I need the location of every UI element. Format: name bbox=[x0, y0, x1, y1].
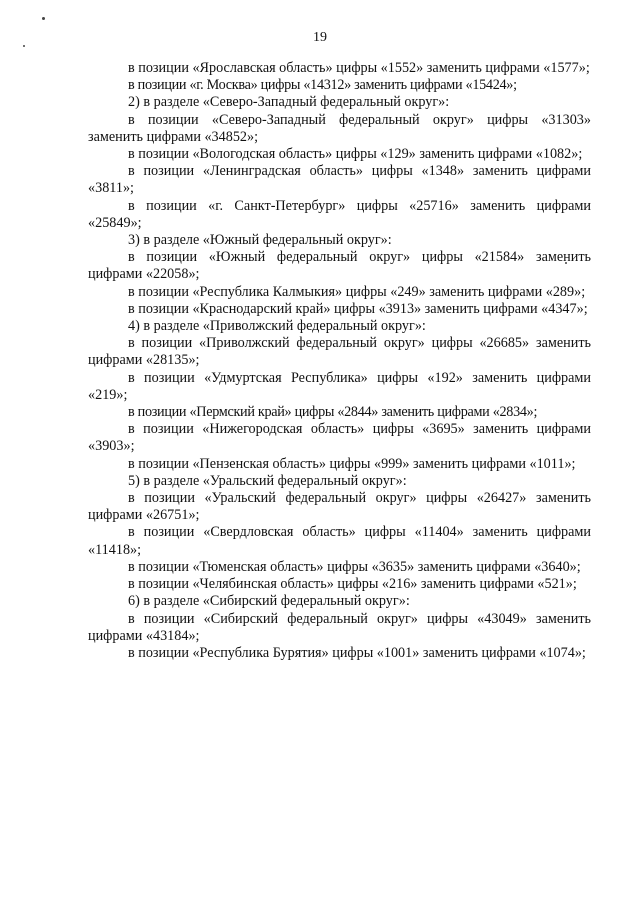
paragraph-leningrad: в позиции «Ленинградская область» цифры «1348» заменить цифрами «3811»; bbox=[88, 163, 591, 197]
paragraph-moscow: в позиции «г. Москва» цифры «14312» заменить цифрами «15424»; bbox=[128, 77, 517, 94]
paragraph-chelyabinsk: в позиции «Челябинская область» цифры «216» заменить цифрами «521»; bbox=[128, 576, 577, 593]
paragraph-penza: в позиции «Пензенская область» цифры «999» заменить цифрами «1011»; bbox=[128, 455, 576, 472]
paragraph-saint-petersburg: в позиции «г. Санкт-Петербург» цифры «25716» заменить цифрами «25849»; bbox=[88, 197, 591, 231]
paragraph-nizhny-novgorod: в позиции «Нижегородская область» цифры «3695» заменить цифрами «3903»; bbox=[88, 421, 591, 455]
paragraph-tyumen: в позиции «Тюменская область» цифры «3635» заменить цифрами «3640»; bbox=[128, 558, 581, 575]
document-body bbox=[88, 60, 591, 662]
paragraph-vologda: в позиции «Вологодская область» цифры «129» заменить цифрами «1082»; bbox=[128, 146, 583, 163]
section-heading-northwest: 2) в разделе «Северо-Западный федеральный округ»: bbox=[128, 94, 450, 111]
scan-speck bbox=[42, 17, 45, 20]
paragraph-sverdlovsk: в позиции «Свердловская область» цифры «11404» заменить цифрами «11418»; bbox=[88, 524, 591, 558]
paragraph-buryatia: в позиции «Республика Бурятия» цифры «1001» заменить цифрами «1074»; bbox=[128, 644, 586, 661]
paragraph-ural-district: в позиции «Уральский федеральный округ» цифры «26427» заменить цифрами «26751»; bbox=[88, 490, 591, 524]
paragraph-south-district: в позиции «Южный федеральный округ» цифры «21584» заменить цифрами «22058»; bbox=[88, 249, 591, 283]
section-heading-volga: 4) в разделе «Приволжский федеральный округ»: bbox=[128, 318, 426, 335]
paragraph-kalmykia: в позиции «Республика Калмыкия» цифры «249» заменить цифрами «289»; bbox=[128, 283, 586, 300]
paragraph-northwest-district: в позиции «Северо-Западный федеральный округ» цифры «31303» заменить цифрами «34852»; bbox=[88, 111, 591, 145]
paragraph-perm: в позиции «Пермский край» цифры «2844» заменить цифрами «2834»; bbox=[128, 404, 538, 421]
paragraph-volga-district: в позиции «Приволжский федеральный округ» цифры «26685» заменить цифрами «28135»; bbox=[88, 335, 591, 369]
paragraph-udmurtia: в позиции «Удмуртская Республика» цифры «192» заменить цифрами «219»; bbox=[88, 369, 591, 403]
paragraph-siberia-district: в позиции «Сибирский федеральный округ» цифры «43049» заменить цифрами «43184»; bbox=[88, 610, 591, 644]
section-heading-south: 3) в разделе «Южный федеральный округ»: bbox=[128, 232, 392, 249]
section-heading-ural: 5) в разделе «Уральский федеральный округ»: bbox=[128, 472, 407, 489]
paragraph-krasnodar: в позиции «Краснодарский край» цифры «3913» заменить цифрами «4347»; bbox=[128, 300, 588, 317]
paragraph-yaroslavl: в позиции «Ярославская область» цифры «1552» заменить цифрами «1577»; bbox=[128, 60, 590, 76]
section-heading-siberia: 6) в разделе «Сибирский федеральный округ»: bbox=[128, 593, 410, 610]
page-number: 19 bbox=[313, 30, 327, 45]
